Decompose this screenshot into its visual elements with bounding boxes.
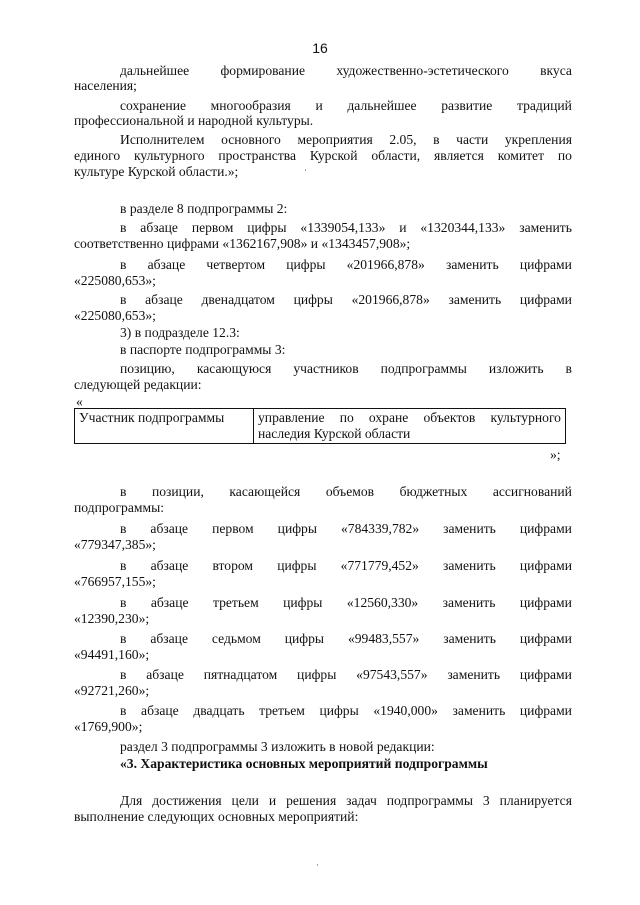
word: заменить — [447, 667, 501, 682]
word: абзаце — [150, 521, 189, 536]
word: третьем — [259, 703, 305, 718]
word: «97543,557» — [356, 667, 428, 682]
word: цифрами — [519, 292, 572, 307]
text-line — [120, 361, 572, 377]
word: абзаце — [141, 703, 179, 718]
word: «1940,000» — [373, 703, 438, 718]
table-cell-label — [75, 409, 254, 444]
word: в — [120, 631, 127, 646]
word: решения — [286, 793, 337, 808]
word: по — [339, 410, 354, 425]
word: цифры — [319, 703, 359, 718]
word: в — [120, 257, 127, 272]
word: Для — [120, 793, 143, 808]
word: цифры — [283, 595, 323, 610]
word: достижения — [152, 793, 222, 808]
word: двенадцатом — [201, 292, 275, 307]
word: цифрами — [519, 667, 572, 682]
word: абзаце — [147, 257, 186, 272]
word: культурного — [490, 410, 561, 425]
text-line: культуре Курской области.»; — [74, 164, 239, 179]
text-line — [120, 220, 572, 236]
text-line — [74, 148, 572, 164]
page-number: 16 — [312, 40, 328, 56]
word: дальнейшее — [347, 98, 417, 113]
text-line — [120, 667, 572, 683]
word: цифры — [247, 220, 287, 235]
word: позицию, — [120, 361, 175, 376]
text-line: в разделе 8 подпрограммы 2: — [120, 201, 288, 216]
text-line — [120, 558, 572, 574]
word: в — [120, 703, 127, 718]
text-line — [120, 793, 572, 809]
word: единого — [74, 148, 121, 163]
text-line — [120, 595, 572, 611]
text-line: «1769,900»; — [74, 719, 143, 734]
word: многообразия — [210, 98, 291, 113]
word: в — [120, 667, 127, 682]
table-cell-value — [254, 409, 566, 444]
close-quote: »; — [550, 447, 561, 462]
word: задач — [346, 793, 377, 808]
text-line — [120, 521, 572, 537]
word: художественно-эстетического — [336, 63, 509, 78]
word: в — [120, 292, 127, 307]
word: цифры — [297, 667, 337, 682]
word: ассигнований — [492, 484, 572, 499]
word: изложить — [488, 361, 544, 376]
word: области, — [371, 148, 421, 163]
word: подпрограммы — [386, 793, 473, 808]
text-line: «779347,385»; — [74, 537, 156, 552]
table-row — [75, 409, 566, 444]
text-line: «766957,155»; — [74, 574, 156, 589]
section-heading: «3. Характеристика основных мероприятий подпрограммы — [120, 756, 488, 771]
word: планируется — [499, 793, 572, 808]
participants-table — [74, 408, 566, 444]
word: подпрограммы — [380, 361, 467, 376]
word: третьем — [212, 595, 259, 610]
word: укрепления — [504, 132, 572, 147]
text-line — [120, 132, 572, 148]
word: Исполнителем — [120, 132, 205, 147]
word: «1320344,133» — [420, 220, 506, 235]
word: цифрами — [519, 521, 572, 536]
word: абзаце — [150, 558, 189, 573]
word: первом — [212, 521, 254, 536]
word: «1339054,133» — [300, 220, 386, 235]
word: по — [557, 148, 572, 163]
word: касающейся — [229, 484, 301, 499]
word: заменить — [448, 292, 502, 307]
word: 2.05, — [389, 132, 417, 147]
text-line — [120, 703, 572, 719]
word: в — [120, 484, 127, 499]
word: цифры — [293, 292, 333, 307]
word: комитет — [497, 148, 545, 163]
word: «784339,782» — [340, 521, 420, 536]
word: двадцать — [193, 703, 245, 718]
word: мероприятия — [297, 132, 373, 147]
word: в — [433, 132, 440, 147]
word: сохранение — [120, 98, 187, 113]
text-line: «94491,160»; — [74, 647, 150, 662]
text-line: «12390,230»; — [74, 611, 150, 626]
participant-value-line1 — [258, 410, 561, 426]
word: вкуса — [540, 63, 572, 78]
word: формирование — [220, 63, 306, 78]
word: и — [399, 220, 407, 235]
word: заменить — [445, 257, 499, 272]
word: является — [433, 148, 484, 163]
word: цифры — [286, 257, 326, 272]
word: четвертом — [206, 257, 266, 272]
open-quote: « — [76, 394, 83, 409]
word: в — [120, 558, 127, 573]
word: цифрами — [519, 595, 572, 610]
word: «201966,878» — [346, 257, 425, 272]
text-line — [120, 631, 572, 647]
word: седьмом — [211, 631, 261, 646]
text-line: выполнение следующих основных мероприятий: — [74, 809, 359, 824]
participant-value-line2: наследия Курской области — [258, 426, 411, 441]
word: пятнадцатом — [203, 667, 278, 682]
word: участников — [293, 361, 359, 376]
word: бюджетных — [399, 484, 468, 499]
word: позиции, — [151, 484, 204, 499]
text-line: «92721,260»; — [74, 683, 150, 698]
participant-label: Участник подпрограммы — [79, 410, 225, 425]
word: заменить — [442, 595, 496, 610]
word: основного — [221, 132, 281, 147]
word: заменить — [443, 558, 496, 573]
word: втором — [212, 558, 254, 573]
word: «201966,878» — [351, 292, 430, 307]
text-line: следующей редакции: — [74, 377, 202, 392]
word: объектов — [423, 410, 476, 425]
text-line: раздел 3 подпрограммы 3 изложить в новой редакции: — [120, 739, 435, 754]
text-line — [120, 292, 572, 308]
text-line: «225080,653»; — [74, 273, 156, 288]
word: «771779,452» — [340, 558, 419, 573]
text-line — [120, 98, 572, 114]
word: абзаце — [140, 220, 178, 235]
word: абзаце — [145, 292, 183, 307]
word: традиций — [516, 98, 572, 113]
text-line: профессиональной и народной культуры. — [74, 113, 314, 128]
word: в — [120, 595, 127, 610]
word: цифрами — [519, 703, 572, 718]
word: и — [268, 793, 277, 808]
text-line: соответственно цифрами «1362167,908» и «1343457,908»; — [74, 236, 411, 251]
word: развитие — [441, 98, 493, 113]
word: в — [120, 220, 127, 235]
text-line — [120, 484, 572, 500]
word: цифры — [284, 631, 325, 646]
word: цифрами — [519, 631, 572, 646]
word: абзаце — [150, 595, 189, 610]
word: Курской — [309, 148, 358, 163]
scan-dot: · — [304, 165, 307, 175]
word: части — [456, 132, 489, 147]
word: заменить — [443, 631, 496, 646]
word: первом — [191, 220, 234, 235]
text-line: 3) в подразделе 12.3: — [120, 325, 240, 340]
text-line: населения; — [74, 78, 137, 93]
word: заменить — [519, 220, 572, 235]
text-line: в паспорте подпрограммы 3: — [120, 342, 286, 357]
word: пространства — [218, 148, 297, 163]
word: охране — [368, 410, 409, 425]
word: цифрами — [519, 257, 572, 272]
scan-dot: · — [316, 860, 319, 870]
word: заменить — [443, 521, 496, 536]
word: заменить — [452, 703, 506, 718]
word: «12560,330» — [346, 595, 419, 610]
word: цифры — [277, 521, 317, 536]
word: в — [565, 361, 572, 376]
word: культурного — [133, 148, 205, 163]
word: «99483,557» — [347, 631, 420, 646]
word: и — [315, 98, 323, 113]
word: цифрами — [519, 558, 572, 573]
text-line — [120, 63, 572, 79]
word: дальнейшее — [120, 63, 190, 78]
word: цифры — [277, 558, 317, 573]
text-line — [120, 257, 572, 273]
text-line: подпрограммы: — [74, 500, 164, 515]
word: абзаце — [150, 631, 188, 646]
word: цели — [231, 793, 259, 808]
word: объемов — [325, 484, 375, 499]
word: управление — [258, 410, 325, 425]
word: абзаце — [146, 667, 184, 682]
word: 3 — [482, 793, 490, 808]
text-line: «225080,653»; — [74, 308, 156, 323]
word: в — [120, 521, 127, 536]
word: касающуюся — [196, 361, 272, 376]
